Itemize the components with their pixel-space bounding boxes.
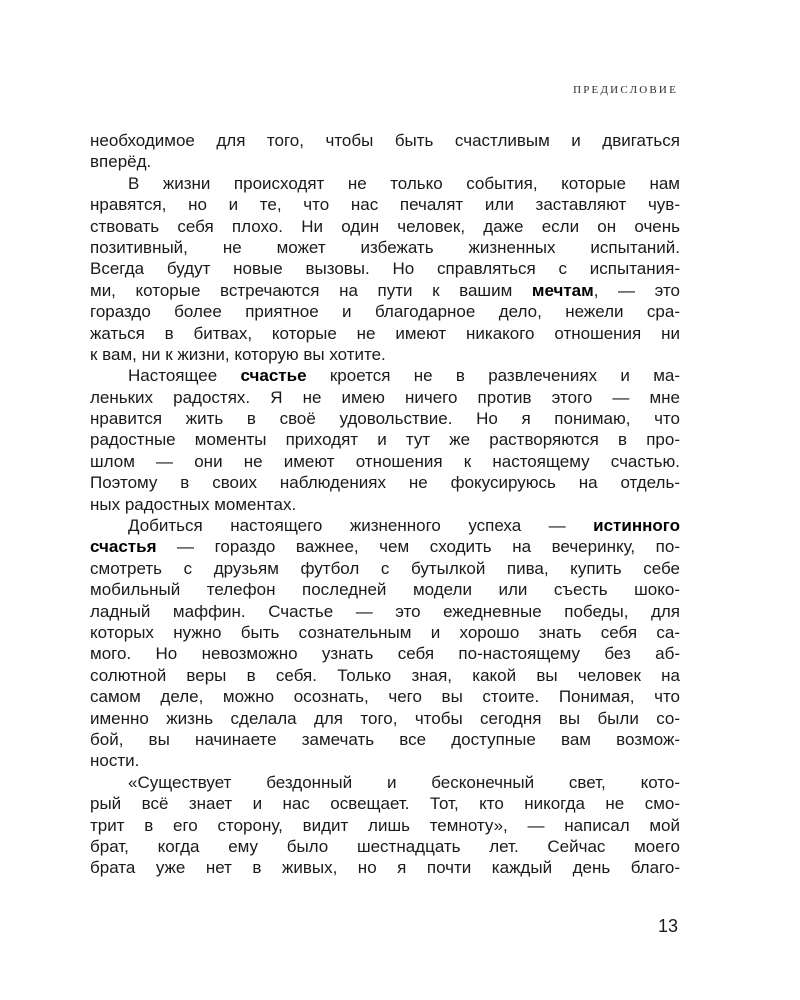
text-line bbox=[90, 280, 680, 301]
text-line: ладный маффин. Счастье — это ежедневные победы, для bbox=[90, 601, 680, 621]
text-line bbox=[90, 536, 680, 557]
body-text bbox=[90, 130, 680, 879]
running-header-title: ПРЕДИСЛОВИЕ bbox=[573, 84, 678, 96]
text-line: необходимое для того, чтобы быть счастливым и двигаться bbox=[90, 131, 680, 150]
text-line: Всегда будут новые вызовы. Но справляться с испытания- bbox=[90, 259, 680, 279]
text-line: мого. Но невозможно узнать себя по-настоящему без аб- bbox=[90, 644, 680, 664]
bold-term: счастье bbox=[240, 366, 307, 386]
text-run: , — это bbox=[593, 280, 680, 300]
text-line: брата уже нет в живых, но я почти каждый день благо- bbox=[90, 858, 680, 878]
text-line: нравятся, но и те, что нас печалят или заставляют чув- bbox=[90, 195, 680, 215]
text-line: к вам, ни к жизни, которую вы хотите. bbox=[90, 344, 386, 364]
text-line: вперёд. bbox=[90, 152, 152, 172]
text-line: В жизни происходят не только события, которые нам bbox=[128, 173, 680, 193]
bold-term: счастья bbox=[90, 537, 157, 557]
bold-term: мечтам bbox=[531, 280, 594, 300]
text-line: смотреть с друзьям футбол с бутылкой пива, купить себе bbox=[90, 558, 680, 578]
text-run: — гораздо важнее, чем сходить на вечеринку, по- bbox=[156, 537, 680, 557]
text-line: ных радостных моментах. bbox=[90, 494, 297, 514]
text-line: «Существует бездонный и бесконечный свет, кото- bbox=[128, 772, 680, 792]
text-line: брат, когда ему было шестнадцать лет. Сейчас моего bbox=[90, 836, 680, 856]
text-line: леньких радостях. Я не имею ничего против этого — мне bbox=[90, 387, 680, 407]
text-line: рый всё знает и нас освещает. Тот, кто никогда не смо- bbox=[90, 794, 680, 814]
bold-term: истинного bbox=[593, 516, 680, 536]
text-line: Поэтому в своих наблюдениях не фокусируюсь на отдель- bbox=[90, 473, 680, 493]
page-number: 13 bbox=[657, 916, 678, 936]
text-line: жаться в битвах, которые не имеют никакого отношения ни bbox=[90, 323, 680, 343]
text-line: ствовать себя плохо. Ни один человек, даже если он очень bbox=[90, 216, 680, 236]
text-line: трит в его сторону, видит лишь темноту», — написал мой bbox=[90, 815, 680, 835]
text-line: ности. bbox=[90, 751, 140, 771]
text-run: ми, которые встречаются на пути к вашим bbox=[90, 280, 532, 300]
text-line: позитивный, не может избежать жизненных испытаний. bbox=[90, 237, 680, 257]
text-line: гораздо более приятное и благодарное дело, нежели сра- bbox=[90, 302, 680, 322]
text-run: Добиться настоящего жизненного успеха — bbox=[128, 516, 594, 536]
text-line: которых нужно быть сознательным и хорошо знать себя са- bbox=[90, 622, 680, 642]
text-run: кроется не в развлечениях и ма- bbox=[306, 366, 680, 386]
text-line: шлом — они не имеют отношения к настоящему счастью. bbox=[90, 451, 680, 471]
text-line: мобильный телефон последней модели или съесть шоко- bbox=[90, 580, 680, 600]
text-line: нравится жить в своё удовольствие. Но я понимаю, что bbox=[90, 409, 680, 429]
text-line bbox=[90, 365, 680, 386]
text-line: самом деле, можно осознать, чего вы стоите. Понимая, что bbox=[90, 687, 680, 707]
text-line: радостные моменты приходят и тут же растворяются в про- bbox=[90, 430, 680, 450]
text-line: бой, вы начинаете замечать все доступные вам возмож- bbox=[90, 729, 680, 749]
text-line: солютной веры в себя. Только зная, какой вы человек на bbox=[90, 665, 680, 685]
text-line: именно жизнь сделала для того, чтобы сегодня вы были со- bbox=[90, 708, 680, 728]
text-line bbox=[90, 515, 680, 536]
text-run: Настоящее bbox=[128, 366, 241, 386]
